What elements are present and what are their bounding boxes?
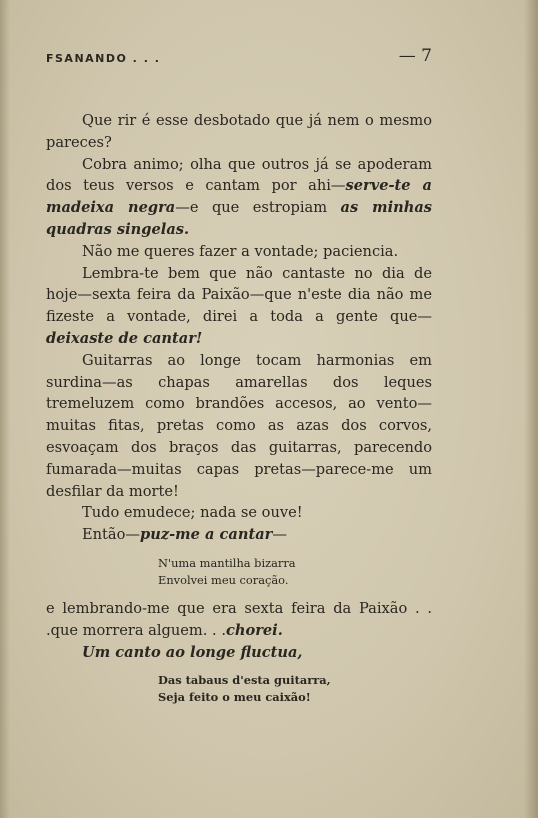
paragraph-3: Não me queres fazer a vontade; paciencia. [82, 242, 399, 260]
paragraph-7-text-b: — [272, 526, 287, 544]
verse-2-line-1: Das tabaus d'esta guitarra, [158, 673, 331, 688]
paragraph-4-emphasis: deixaste de cantar! [46, 329, 203, 347]
paragraph-8-text: e lembrando-me que era sexta feira da Paixão . . .que morrera alguem. . . [46, 599, 432, 639]
paragraph-8-emphasis: chorei. [225, 621, 283, 639]
paragraph-7-text-a: Então— [82, 526, 140, 544]
verse-1-line-1: N'uma mantilha bizarra [158, 555, 296, 570]
page-shadow-left [0, 0, 10, 818]
verse-1 [158, 555, 432, 589]
body-text [46, 110, 432, 715]
paragraph-2-emphasis-2: as minhas quadras singelas. [46, 199, 433, 238]
page-number: — 7 [398, 46, 432, 66]
verse-2 [158, 672, 432, 706]
verse-1-line-2: Envolvei meu coração. [158, 572, 289, 587]
paragraph-2-text-a: Cobra animo; olha que outros já se apoderam dos teus versos e cantam por ahi— [46, 155, 432, 195]
verse-2-line-2: Seja feito o meu caixão! [158, 690, 311, 705]
paragraph-2-emphasis-1: serve-te a madeixa negra [46, 177, 432, 217]
paragraph-7-emphasis: puz-me a cantar [140, 526, 273, 544]
paragraph-7 [46, 524, 432, 546]
paragraph-4-text: Lembra-te bem que não cantaste no dia de hoje—sexta feira da Paixão—que n'este dia não me fizeste a vontade, direi a toda a gente que— [46, 264, 432, 326]
paragraph-2-text-b: —e que estropiam [175, 199, 341, 217]
paragraph-5: Guitarras ao longe tocam harmonias em surdina—as chapas amarellas dos leques tremeluzem como brandões accesos, ao vento—muitas fitas, pretas como as azas dos corvos, esvoaçam dos braços das guitarras, parecendo fumarada—muitas capas pretas—parece-me um desfilar da morte! [46, 351, 432, 500]
running-title: FSANANDO . . . [46, 52, 161, 65]
paragraph-8 [46, 598, 432, 642]
paragraph-2 [46, 154, 432, 241]
page-shadow-right [524, 0, 538, 818]
paragraph-6: Tudo emudece; nada se ouve! [82, 504, 303, 522]
paragraph-1: Que rir é esse desbotado que já nem o mesmo pareces? [46, 112, 432, 151]
fluctua-line: Um canto ao longe fluctua, [82, 643, 303, 661]
paragraph-4 [46, 263, 432, 350]
